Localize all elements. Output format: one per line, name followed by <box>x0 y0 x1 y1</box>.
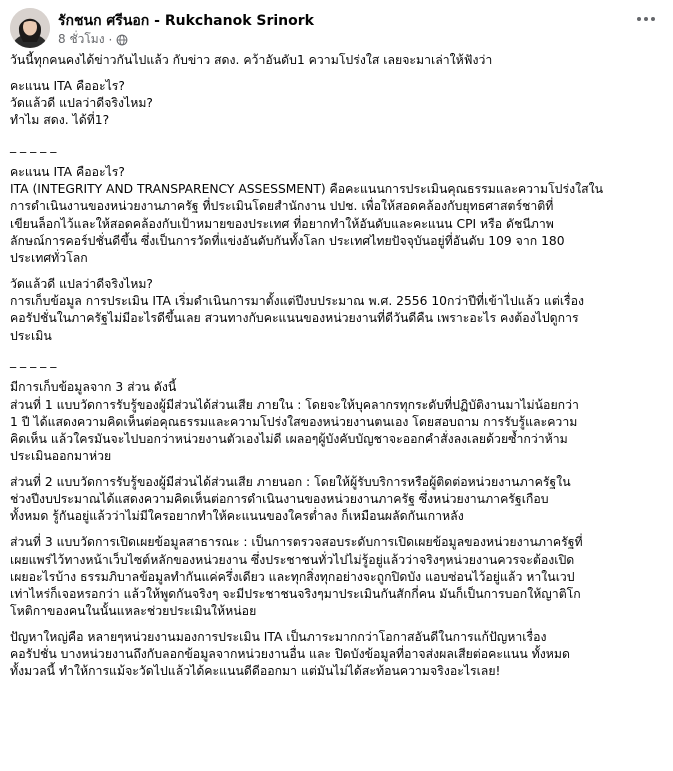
post-header <box>10 6 660 46</box>
profile-photo-icon <box>10 8 50 48</box>
post-paragraph: มีการเก็บข้อมูลจาก 3 ส่วน ดังนี้ ส่วนที่ 1 แบบวัดการรับรู้ของผู้มีส่วนได้ส่วนเสีย ภายใน : โดยจะให้บุคลากรทุกระดับที่ปฏิบัติงานมาไม่น้อยกว่า 1 ปี ได้แสดงความคิดเห็นต่อคุณธรรมและความโปร่งใสของหน่วยงานตนเอง โดยสอบถาม การรับรู้และความ คิดเห็น แล้วใครมันจะไปบอกว่าหน่วยงานตัวเองไม่ดี เผลอๆผู้บังคับบัญชาจะออกคำสั่งลงเลยด้วยซ้ำกว่าห้าม ประเมินออกมาห่วย <box>10 380 579 464</box>
post-paragraph: ส่วนที่ 2 แบบวัดการรับรู้ของผู้มีส่วนได้ส่วนเสีย ภายนอก : โดยให้ผู้รับบริการหรือผู้ติดต่อหน่วยงานภาครัฐใน ช่วงปีงบประมาณได้แสดงความคิดเห็นต่อการดำเนินงานของหน่วยงานภาครัฐ ซึ่งหน่วยงานภาครัฐเกือบ ทั้งหมด รู้กันอยู่แล้วว่าไม่มีใครอยากทำให้คะแนนของใครต่ำลง ก็เหมือนผลัดกันเกาหลัง <box>10 475 571 524</box>
post-divider: _ _ _ _ _ <box>10 139 57 154</box>
post-meta <box>58 30 128 49</box>
post-paragraph: คะแนน ITA คืออะไร? วัดแล้วดี แปลว่าดีจริงไหม? ทำไม สดง. ได้ที่1? <box>10 78 153 128</box>
post-paragraph: วันนี้ทุกคนคงได้ข่าวกันไปแล้ว กับข่าว สดง. คว้าอันดับ1 ความโปร่งใส เลยจะมาเล่าให้ฟังว่า <box>10 53 493 67</box>
avatar[interactable] <box>10 8 50 48</box>
more-options-icon[interactable] <box>634 10 658 28</box>
post-paragraph: คะแนน ITA คืออะไร? ITA (INTEGRITY AND TRANSPARENCY ASSESSMENT) คือคะแนนการประเมินคุณธรรมและความโปร่งใสใน การดำเนินงานของหน่วยงานภาครัฐ ที่ประเมินโดยสำนักงาน ปปช. เพื่อให้สอดคล้องกับยุทธศาสตร์ชาติที่ เขียนล็อกไว้และให้สอดคล้องกับเป้าหมายของประเทศ ที่อยากทำให้อันดับและคะแนน CPI หรือ ดัชนีภาพ ลักษณ์การคอร์ปชั่นดีขึ้น ซึ่งเป็นการวัดที่แข่งอันดับกันทั้งโลก ประเทศไทยปัจจุบันอยู่ที่อันดับ 109 จาก 180 ประเทศทั่วโลก <box>10 165 604 266</box>
post-paragraph: วัดแล้วดี แปลว่าดีจริงไหม? การเก็บข้อมูล การประเมิน ITA เริ่มดำเนินการมาตั้งแต่ปีงบประมาณ พ.ศ. 2556 10กว่าปีที่เข้าไปแล้ว แต่เรื่อง คอรัปชั่นในภาครัฐไม่มีอะไรดีขึ้นเลย สวนทางกับคะแนนของหน่วยงานที่ดีวันดีคืน เพราะอะไร คงต้องไปดูการ ประเมิน <box>10 276 585 343</box>
post-paragraph: ปัญหาใหญ่คือ หลายๆหน่วยงานมองการประเมิน ITA เป็นภาระมากกว่าโอกาสอันดีในการแก้ปัญหาเรื่อง คอรัปชั่น บางหน่วยงานถึงกับลอกข้อมูลจากหน่วยงานอื่น และ ปิดบังข้อมูลที่อาจส่งผลเสียต่อคะแนน ทั้งหมด ทั้งมวลนี้ ทำให้การแม้จะวัดไปแล้วได้คะแนนดีดีออกมา แต่มันไม่ได้สะท้อนความจริงอะไรเลย! <box>10 630 570 679</box>
globe-icon[interactable] <box>116 34 128 46</box>
author-name[interactable]: รักชนก ศรีนอก - Rukchanok Srinork <box>58 13 314 29</box>
post-body <box>10 52 665 689</box>
post-time[interactable]: 8 ชั่วโมง <box>58 32 105 46</box>
post-divider: _ _ _ _ _ <box>10 354 57 369</box>
meta-separator: · <box>108 32 113 47</box>
post-paragraph: ส่วนที่ 3 แบบวัดการเปิดเผยข้อมูลสาธารณะ : เป็นการตรวจสอบระดับการเปิดเผยข้อมูลของหน่วยงานภาครัฐที่ เผยแพร่ไว้ทางหน้าเว็บไซต์หลักของหน่วยงาน ซึ่งประชาชนทั่วไปไม่รู้อยู่แล้วว่าจริงๆหน่วยงานควรจะต้องเปิด เผยอะไรบ้าง ธรรมภิบาลข้อมูลทำกันแค่ครึ่งเดียว และทุกสิ่งทุกอย่างจะถูกปิดบัง แอบซ่อนไว้อยู่แล้ว หาในเวป เท่าไหร่ก็เจอหรอกว่า แล้วให้พูดกันจริงๆ จะมีประชาชนจริงๆมาประเมินกันสักกี่คน มันก็เป็นการบอกให้ญาติโก โหติกาของคนในนั้นแหละช่วยประเมินให้หน่อย <box>10 535 583 619</box>
